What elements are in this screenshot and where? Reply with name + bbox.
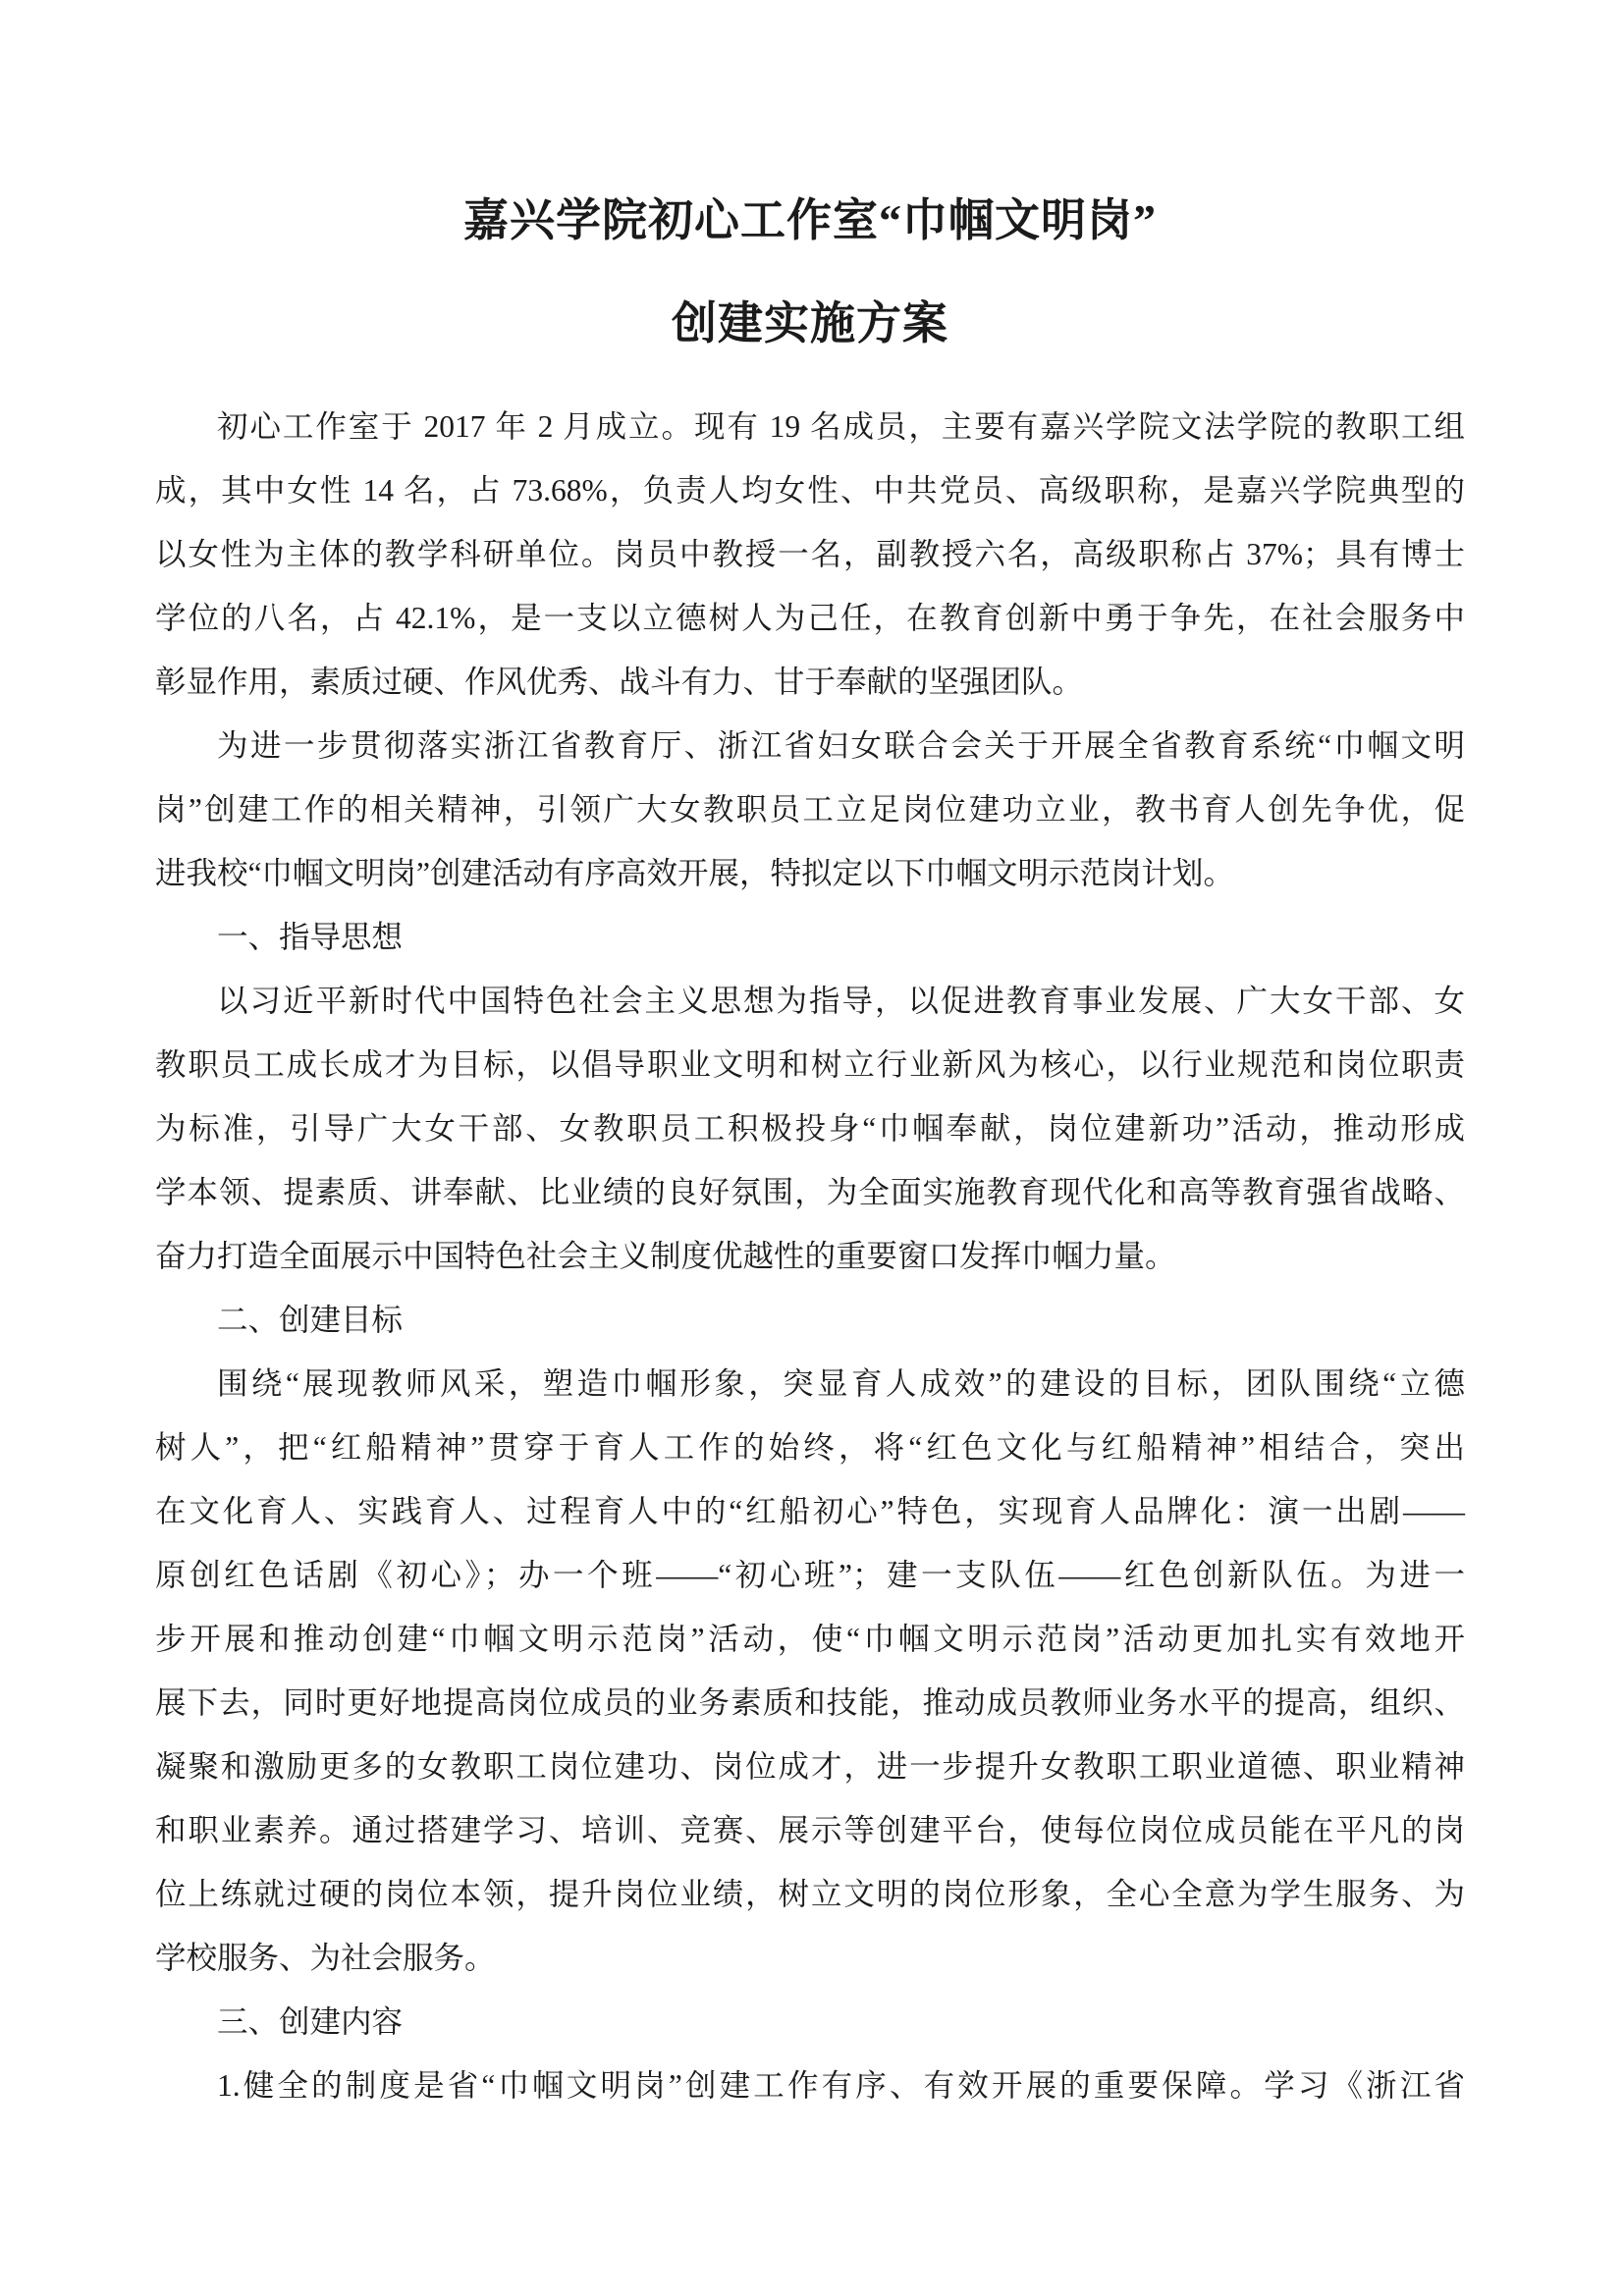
text-line: 成，其中女性 14 名，占 73.68%，负责人均女性、中共党员、高级职称，是嘉兴学院典型的 — [155, 473, 1465, 507]
section-heading: 一、指导思想 — [217, 920, 404, 954]
text-line: 彰显作用，素质过硬、作风优秀、战斗有力、甘于奉献的坚强团队。 — [155, 665, 1084, 699]
text-line: 和职业素养。通过搭建学习、培训、竞赛、展示等创建平台，使每位岗位成员能在平凡的岗 — [155, 1813, 1465, 1847]
text-line: 步开展和推动创建“巾帼文明示范岗”活动，使“巾帼文明示范岗”活动更加扎实有效地开 — [155, 1622, 1465, 1656]
text-line: 树人”，把“红船精神”贯穿于育人工作的始终，将“红色文化与红船精神”相结合，突出 — [155, 1430, 1465, 1465]
text-line: 学本领、提素质、讲奉献、比业绩的良好氛围，为全面实施教育现代化和高等教育强省战略、 — [155, 1175, 1465, 1209]
text-line: 初心工作室于 2017 年 2 月成立。现有 19 名成员，主要有嘉兴学院文法学院的教职工组 — [217, 409, 1465, 444]
document-title-line-2: 创建实施方案 — [672, 298, 948, 348]
text-line: 位上练就过硬的岗位本领，提升岗位业绩，树立文明的岗位形象，全心全意为学生服务、为 — [155, 1877, 1465, 1911]
text-line: 1.健全的制度是省“巾帼文明岗”创建工作有序、有效开展的重要保障。学习《浙江省 — [217, 2068, 1465, 2103]
document-title-line-1: 嘉兴学院初心工作室“巾帼文明岗” — [463, 195, 1157, 245]
text-line: 围绕“展现教师风采，塑造巾帼形象，突显育人成效”的建设的目标，团队围绕“立德 — [217, 1366, 1465, 1401]
section-heading: 三、创建内容 — [217, 2004, 404, 2039]
text-line: 以女性为主体的教学科研单位。岗员中教授一名，副教授六名，高级职称占 37%；具有博士 — [155, 537, 1465, 571]
document-body — [155, 395, 1465, 2117]
text-line: 展下去，同时更好地提高岗位成员的业务素质和技能，推动成员教师业务水平的提高，组织、 — [155, 1685, 1465, 1720]
text-line: 以习近平新时代中国特色社会主义思想为指导，以促进教育事业发展、广大女干部、女 — [217, 984, 1465, 1018]
document-title — [155, 169, 1465, 375]
text-line: 在文化育人、实践育人、过程育人中的“红船初心”特色，实现育人品牌化：演一出剧—— — [155, 1494, 1465, 1528]
text-line: 原创红色话剧《初心》；办一个班——“初心班”；建一支队伍——红色创新队伍。为进一 — [155, 1558, 1465, 1592]
text-line: 凝聚和激励更多的女教职工岗位建功、岗位成才，进一步提升女教职工职业道德、职业精神 — [155, 1749, 1465, 1784]
text-line: 岗”创建工作的相关精神，引领广大女教职员工立足岗位建功立业，教书育人创先争优，促 — [155, 792, 1465, 827]
text-line: 学位的八名，占 42.1%，是一支以立德树人为己任，在教育创新中勇于争先，在社会服务中 — [155, 601, 1465, 635]
text-line: 奋力打造全面展示中国特色社会主义制度优越性的重要窗口发挥巾帼力量。 — [155, 1239, 1176, 1273]
text-line: 学校服务、为社会服务。 — [155, 1941, 496, 1975]
text-line: 为标准，引导广大女干部、女教职员工积极投身“巾帼奉献，岗位建新功”活动，推动形成 — [155, 1111, 1465, 1146]
section-heading: 二、创建目标 — [217, 1303, 404, 1337]
text-line: 教职员工成长成才为目标，以倡导职业文明和树立行业新风为核心，以行业规范和岗位职责 — [155, 1047, 1465, 1082]
text-line: 为进一步贯彻落实浙江省教育厅、浙江省妇女联合会关于开展全省教育系统“巾帼文明 — [217, 728, 1465, 763]
text-line: 进我校“巾帼文明岗”创建活动有序高效开展，特拟定以下巾帼文明示范岗计划。 — [155, 856, 1234, 890]
